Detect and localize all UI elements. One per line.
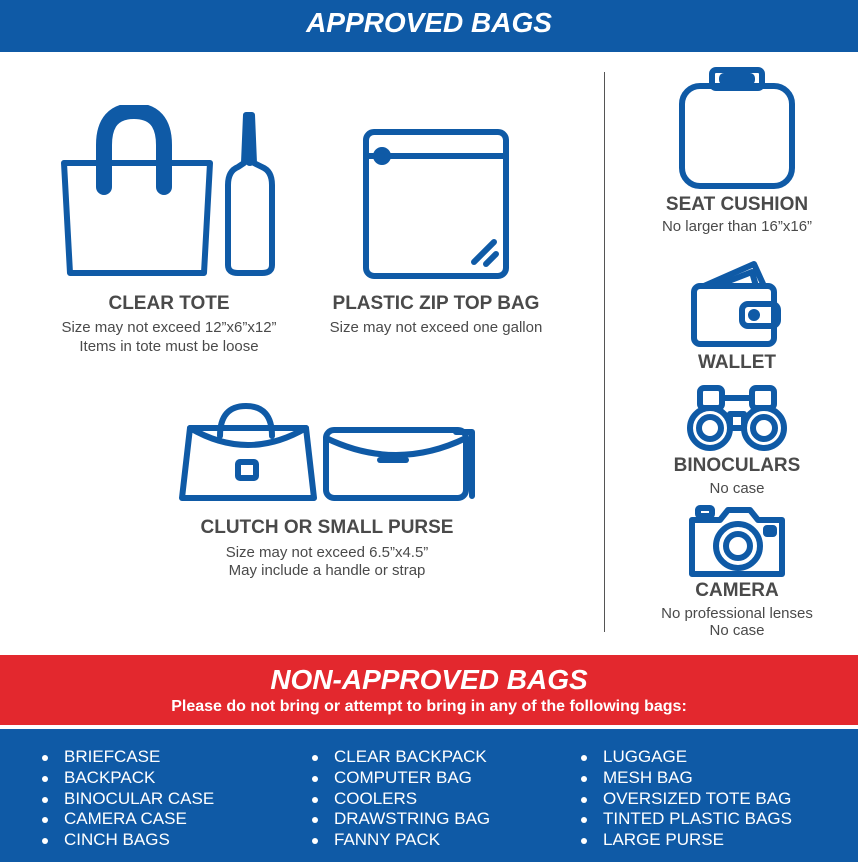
clear-tote-icon — [58, 105, 280, 280]
wallet-icon — [690, 260, 782, 348]
clear-tote-desc-1: Size may not exceed 12”x6”x12” — [61, 319, 277, 336]
list-item: LUGGAGE — [581, 747, 792, 768]
list-item: CINCH BAGS — [42, 830, 214, 851]
zip-bag-desc: Size may not exceed one gallon — [329, 319, 543, 336]
list-item: DRAWSTRING BAG — [312, 809, 490, 830]
binoculars-title: BINOCULARS — [673, 455, 801, 476]
non-approved-list — [0, 729, 858, 862]
seat-cushion-icon — [678, 66, 796, 190]
list-item: CAMERA CASE — [42, 809, 214, 830]
camera-icon — [688, 504, 786, 578]
list-item: CLEAR BACKPACK — [312, 747, 490, 768]
list-item: TINTED PLASTIC BAGS — [581, 809, 792, 830]
list-item: BACKPACK — [42, 768, 214, 789]
non-approved-title: NON-APPROVED BAGS — [270, 664, 588, 695]
zip-bag-title: PLASTIC ZIP TOP BAG — [332, 293, 540, 314]
seat-cushion-title: SEAT CUSHION — [665, 194, 809, 215]
camera-desc-1: No professional lenses — [661, 605, 813, 622]
non-approved-subtitle: Please do not bring or attempt to bring in any of the following bags: — [171, 698, 687, 715]
list-item: FANNY PACK — [312, 830, 490, 851]
list-item: COMPUTER BAG — [312, 768, 490, 789]
wallet-title: WALLET — [697, 352, 777, 373]
list-item: BRIEFCASE — [42, 747, 214, 768]
clear-tote-title: CLEAR TOTE — [108, 293, 230, 314]
vertical-divider — [604, 72, 605, 632]
non-approved-column-1 — [42, 747, 214, 851]
list-item: LARGE PURSE — [581, 830, 792, 851]
non-approved-column-3 — [581, 747, 792, 851]
binoculars-icon — [686, 384, 788, 452]
seat-cushion-desc: No larger than 16”x16” — [661, 218, 813, 235]
list-item: COOLERS — [312, 789, 490, 810]
non-approved-column-2 — [312, 747, 490, 851]
clear-tote-desc-2: Items in tote must be loose — [79, 338, 259, 355]
zip-bag-icon — [362, 128, 512, 280]
approved-bags-title: APPROVED BAGS — [306, 7, 552, 38]
non-approved-header — [0, 655, 858, 725]
list-item: OVERSIZED TOTE BAG — [581, 789, 792, 810]
list-item: MESH BAG — [581, 768, 792, 789]
clutch-desc-1: Size may not exceed 6.5”x4.5” — [225, 544, 429, 561]
camera-title: CAMERA — [695, 580, 779, 601]
approved-bags-header — [0, 0, 858, 52]
purse-icon — [176, 402, 478, 504]
list-item: BINOCULAR CASE — [42, 789, 214, 810]
clutch-title: CLUTCH OR SMALL PURSE — [200, 517, 454, 538]
camera-desc-2: No case — [709, 622, 765, 639]
clutch-desc-2: May include a handle or strap — [228, 562, 426, 579]
binoculars-desc: No case — [709, 480, 765, 497]
